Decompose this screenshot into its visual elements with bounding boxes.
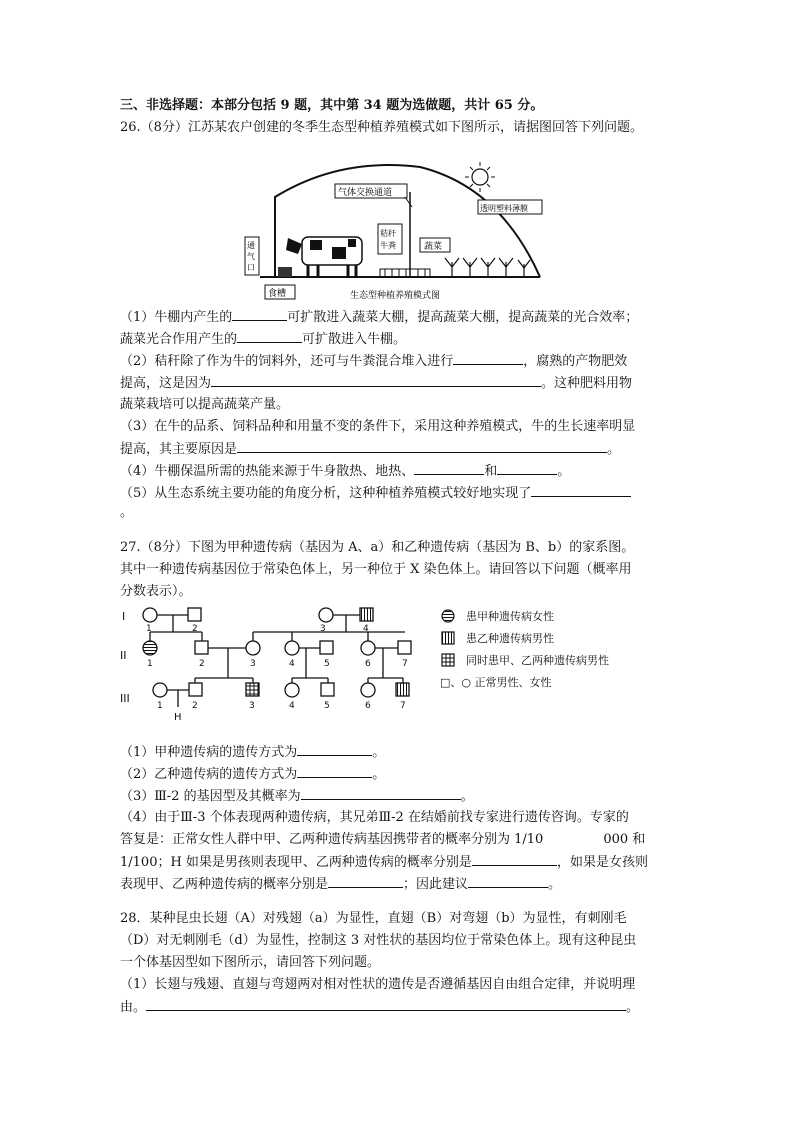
- q27-item4-line1: （4）由于Ⅲ-3 个体表现两种遗传病，其兄弟Ⅲ-2 在结婚前找专家进行遗传咨询。专家的: [120, 810, 629, 825]
- vegetable-plants: [445, 258, 530, 277]
- num-I-1: 1: [146, 624, 152, 634]
- III-7-male-disease-b: [396, 683, 409, 696]
- num-III-5: 5: [324, 701, 330, 711]
- answer-blank[interactable]: [531, 482, 631, 497]
- answer-blank[interactable]: [237, 438, 607, 453]
- I-3-female: [319, 608, 333, 622]
- num-II-3: 3: [250, 659, 256, 669]
- q28-line1: 28．某种昆虫长翅（A）对残翅（a）为显性，直翅（B）对弯翅（b）为显性，有刺刚毛: [120, 911, 627, 926]
- legend-item-2: 患乙种遗传病男性: [466, 632, 554, 645]
- II-6-female: [361, 641, 375, 655]
- legend-male-b-icon: [442, 632, 454, 644]
- q27-item2: （2）乙种遗传病的遗传方式为 。: [120, 763, 680, 786]
- answer-blank[interactable]: [297, 763, 372, 778]
- pedigree-legend: [440, 609, 609, 689]
- compost-pile: [380, 269, 430, 277]
- gen-label-III: III: [120, 692, 130, 705]
- legend-female-a-icon: [442, 610, 454, 622]
- greenhouse-diagram: [240, 152, 550, 302]
- I-2-male: [188, 608, 201, 621]
- num-II-1: 1: [147, 659, 153, 669]
- num-III-1: 1: [157, 701, 163, 711]
- III-2-male: [189, 683, 202, 696]
- cow-icon: [286, 237, 362, 277]
- legend-item-1: 患甲种遗传病女性: [466, 610, 554, 623]
- q28-line3: 一个体基因型如下图所示，请回答下列问题。: [120, 955, 381, 970]
- q26-item3-line2: 提高，其主要原因是 。: [120, 438, 680, 461]
- num-II-5: 5: [324, 659, 330, 669]
- II-4-female: [285, 641, 299, 655]
- II-1-female-disease-a: [143, 641, 157, 655]
- q27-intro-3: 分数表示）。: [120, 584, 192, 599]
- III-6-female: [361, 683, 375, 697]
- I-4-male-disease-b: [360, 608, 373, 621]
- diagram-caption: 生态型种植养殖模式图: [350, 291, 441, 301]
- legend-item-4: □、○ 正常男性、女性: [440, 676, 552, 689]
- label-vent-2: 气: [247, 252, 255, 261]
- q28-line4: （1）长翅与残翅、直翅与弯翅两对相对性状的遗传是否遵循基因自由组合定律，并说明理: [120, 977, 636, 992]
- num-II-4: 4: [289, 659, 295, 669]
- q26-item2-line3: 蔬菜栽培可以提高蔬菜产量。: [120, 397, 290, 412]
- label-straw-1: 秸秆: [380, 229, 396, 238]
- q27-intro-1: 27.（8分）下图为甲种遗传病（基因为 A、a）和乙种遗传病（基因为 B、b）的家系图。: [120, 540, 635, 555]
- answer-blank[interactable]: [146, 996, 626, 1011]
- num-III-2: 2: [192, 701, 198, 711]
- legend-male-both-icon: [442, 654, 454, 666]
- gen-label-I: I: [122, 610, 126, 623]
- q26-item1-line2: 蔬菜光合作用产生的 可扩散进入牛棚。: [120, 328, 680, 351]
- q27-intro-2: 其中一种遗传病基因位于常染色体上，另一种位于 X 染色体上。请回答以下问题（概率用: [120, 562, 632, 577]
- q27-item4-line4: 表现甲、乙两种遗传病的概率分别是 ；因此建议 。: [120, 873, 680, 896]
- answer-blank[interactable]: [211, 372, 541, 387]
- q27-item1: （1）甲种遗传病的遗传方式为 。: [120, 741, 680, 764]
- q27-item4-line2: 答复是：正常女性人群中甲、乙两种遗传病基因携带者的概率分别为 1/10 000 和: [120, 832, 646, 847]
- q26-intro: 26.（8分）江苏某农户创建的冬季生态型种植养殖模式如下图所示，请据图回答下列问题。: [120, 120, 643, 135]
- q27-item3: （3）Ⅲ-2 的基因型及其概率为 。: [120, 785, 680, 808]
- answer-blank[interactable]: [328, 873, 403, 888]
- III-5-male: [321, 683, 334, 696]
- answer-blank[interactable]: [301, 785, 461, 800]
- q28-line5: 由。 。: [120, 996, 680, 1019]
- legend-item-3: 同时患甲、乙两种遗传病男性: [466, 654, 609, 667]
- II-7-male: [398, 641, 411, 654]
- num-III-6: 6: [365, 701, 371, 711]
- II-3-female: [246, 641, 260, 655]
- label-straw-2: 牛粪: [380, 241, 396, 250]
- answer-blank[interactable]: [232, 306, 287, 321]
- num-III-4: 4: [289, 701, 295, 711]
- III-3-male-both-diseases: [246, 683, 259, 696]
- answer-blank[interactable]: [453, 350, 523, 365]
- III-4-female: [285, 683, 299, 697]
- III-1-female: [153, 683, 167, 697]
- q28-line2: （D）对无刺刚毛（d）为显性，控制这 3 对性状的基因均位于常染色体上。现有这种昆虫: [120, 933, 637, 948]
- answer-blank[interactable]: [497, 460, 557, 475]
- label-vent-3: 口: [247, 263, 255, 272]
- q26-item4: （4）牛棚保温所需的热能来源于牛身散热、地热、 和 。: [120, 460, 680, 483]
- num-III-3: 3: [249, 701, 255, 711]
- label-film: 透明塑料薄膜: [480, 204, 528, 213]
- q26-item3-line1: （3）在牛的品系、饲料品种和用量不变的条件下，采用这种养殖模式，牛的生长速率明显: [120, 419, 636, 434]
- I-1-female: [143, 608, 157, 622]
- II-2-male: [195, 641, 208, 654]
- food-trough: [278, 267, 292, 277]
- label-vent-1: 通: [247, 241, 255, 250]
- q26-item1-line1: （1）牛棚内产生的 可扩散进入蔬菜大棚，提高蔬菜大棚，提高蔬菜的光合效率；: [120, 306, 680, 329]
- answer-blank[interactable]: [468, 873, 548, 888]
- num-I-2: 2: [192, 624, 198, 634]
- label-H: H: [174, 712, 182, 723]
- q26-item5: （5）从生态系统主要功能的角度分析，这种种植养殖模式较好地实现了: [120, 482, 680, 505]
- answer-blank[interactable]: [472, 851, 557, 866]
- gen-label-II: II: [120, 649, 127, 662]
- num-I-4: 4: [363, 624, 369, 634]
- label-gas-channel: 气体交换通道: [338, 188, 393, 198]
- q26-item2-line1: （2）秸秆除了作为牛的饲料外，还可与牛粪混合堆入进行 ，腐熟的产物肥效: [120, 350, 680, 373]
- num-III-7: 7: [400, 701, 406, 711]
- num-I-3: 3: [320, 624, 326, 634]
- pedigree-chart: [120, 604, 680, 734]
- q27-item4-line3: 1/100；H 如果是男孩则表现甲、乙两种遗传病的概率分别是 ，如果是女孩则: [120, 851, 680, 874]
- num-II-7: 7: [402, 659, 408, 669]
- section-heading: 三、非选择题：本部分包括 9 题，其中第 34 题为选做题，共计 65 分。: [120, 98, 544, 113]
- answer-blank[interactable]: [237, 328, 302, 343]
- answer-blank[interactable]: [297, 741, 372, 756]
- answer-blank[interactable]: [414, 460, 484, 475]
- II-5-male: [320, 641, 333, 654]
- num-II-6: 6: [365, 659, 371, 669]
- num-II-2: 2: [199, 659, 205, 669]
- q26-item5-end: 。: [120, 505, 134, 520]
- label-vegetable: 蔬菜: [424, 242, 443, 252]
- q26-item2-line2: 提高，这是因为 。这种肥料用物: [120, 372, 680, 395]
- label-trough: 食槽: [268, 289, 287, 299]
